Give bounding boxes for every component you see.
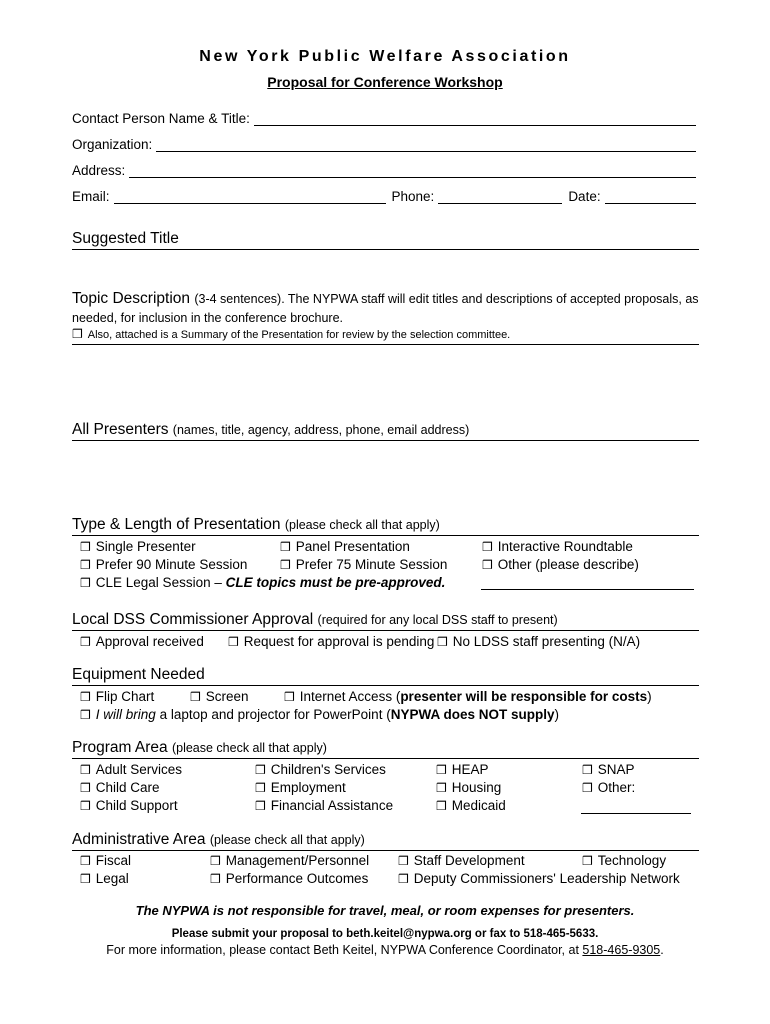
opt-prefer-90[interactable] xyxy=(80,557,247,572)
opt-single-presenter[interactable] xyxy=(80,539,196,554)
address-row xyxy=(72,163,696,178)
opt-employment[interactable] xyxy=(255,780,346,795)
admin-label: Administrative Area xyxy=(72,831,206,848)
internet-end: ) xyxy=(647,689,652,704)
organization-title: New York Public Welfare Association xyxy=(199,48,571,65)
opt-management-personnel[interactable] xyxy=(210,853,369,868)
opt-label: Children's Services xyxy=(270,762,386,777)
opt-childrens-services[interactable] xyxy=(255,762,386,777)
email-phone-date-row xyxy=(72,189,696,204)
date-field[interactable] xyxy=(605,190,696,204)
checkbox[interactable]: ❒ xyxy=(190,690,201,704)
checkbox[interactable]: ❒ xyxy=(80,763,91,777)
opt-financial-assistance[interactable] xyxy=(255,798,393,813)
email-label: Email: xyxy=(72,189,110,204)
checkbox[interactable]: ❒ xyxy=(228,635,239,649)
opt-approval-received[interactable] xyxy=(80,634,204,649)
topic-summary-checkbox[interactable]: ❒ xyxy=(72,327,83,341)
disclaimer: The NYPWA is not responsible for travel, meal, or room expenses for presenters. xyxy=(135,903,635,918)
checkbox[interactable]: ❒ xyxy=(436,799,447,813)
internet-cost-note: presenter will be responsible for costs xyxy=(400,689,648,704)
opt-child-support[interactable] xyxy=(80,798,178,813)
opt-label: Prefer 75 Minute Session xyxy=(295,557,448,572)
opt-flip-chart[interactable] xyxy=(80,689,154,704)
opt-label: Housing xyxy=(451,780,502,795)
opt-label: Prefer 90 Minute Session xyxy=(95,557,248,572)
dss-note: (required for any local DSS staff to present) xyxy=(317,613,558,627)
opt-label: Single Presenter xyxy=(95,539,196,554)
opt-label: No LDSS staff presenting (N/A) xyxy=(452,634,641,649)
opt-adult-services[interactable] xyxy=(80,762,182,777)
opt-heap[interactable] xyxy=(436,762,489,777)
organization-row xyxy=(72,137,696,152)
checkbox[interactable]: ❒ xyxy=(482,558,493,572)
opt-label: HEAP xyxy=(451,762,489,777)
phone-field[interactable] xyxy=(438,190,562,204)
checkbox[interactable]: ❒ xyxy=(80,576,91,590)
opt-approval-pending[interactable] xyxy=(228,634,434,649)
checkbox[interactable]: ❒ xyxy=(80,854,91,868)
opt-label: Flip Chart xyxy=(95,689,155,704)
opt-label: Medicaid xyxy=(451,798,506,813)
checkbox[interactable]: ❒ xyxy=(255,763,266,777)
opt-label: SNAP xyxy=(597,762,635,777)
opt-panel-presentation[interactable] xyxy=(280,539,410,554)
opt-label: CLE Legal Session – xyxy=(95,575,222,590)
opt-label: Staff Development xyxy=(413,853,525,868)
opt-cle-legal[interactable] xyxy=(80,575,445,590)
checkbox[interactable]: ❒ xyxy=(284,690,295,704)
opt-label: Internet Access ( xyxy=(299,689,401,704)
presenters-label: All Presenters xyxy=(72,421,169,438)
checkbox[interactable]: ❒ xyxy=(436,763,447,777)
topic-description-heading xyxy=(72,290,699,308)
program-other-field[interactable] xyxy=(581,798,691,814)
type-length-label: Type & Length of Presentation xyxy=(72,516,281,533)
opt-snap[interactable] xyxy=(582,762,635,777)
contact-info-text: For more information, please contact Beth Keitel, NYPWA Conference Coordinator, at xyxy=(106,943,579,957)
bring-bold: NYPWA does NOT supply xyxy=(390,707,555,722)
other-describe-field[interactable] xyxy=(481,575,694,590)
checkbox[interactable]: ❒ xyxy=(398,872,409,886)
opt-bring-laptop[interactable] xyxy=(80,707,559,722)
checkbox[interactable]: ❒ xyxy=(255,781,266,795)
phone-label: Phone: xyxy=(391,189,435,204)
contact-name-row xyxy=(72,111,696,126)
opt-label: Fiscal xyxy=(95,853,132,868)
checkbox[interactable]: ❒ xyxy=(437,635,448,649)
opt-label: Adult Services xyxy=(95,762,183,777)
admin-area-heading xyxy=(72,831,699,851)
checkbox[interactable]: ❒ xyxy=(582,763,593,777)
topic-summary-label: Also, attached is a Summary of the Presentation for review by the selection committee. xyxy=(87,329,511,341)
opt-label: Request for approval is pending xyxy=(243,634,435,649)
opt-no-ldss[interactable] xyxy=(437,634,640,649)
program-label: Program Area xyxy=(72,739,168,756)
topic-note-line2: needed, for inclusion in the conference brochure. xyxy=(72,311,344,325)
checkbox[interactable]: ❒ xyxy=(482,540,493,554)
checkbox[interactable]: ❒ xyxy=(80,558,91,572)
bring-italic: I will bring xyxy=(95,707,156,722)
contact-name-label: Contact Person Name & Title: xyxy=(72,111,250,126)
dss-approval-heading xyxy=(72,611,699,631)
checkbox[interactable]: ❒ xyxy=(280,558,291,572)
checkbox[interactable]: ❒ xyxy=(398,854,409,868)
program-area-heading xyxy=(72,739,699,759)
checkbox[interactable]: ❒ xyxy=(80,540,91,554)
form-title: Proposal for Conference Workshop xyxy=(267,74,503,90)
presenters-note: (names, title, agency, address, phone, email address) xyxy=(172,423,470,437)
opt-program-other[interactable] xyxy=(582,780,635,795)
organization-label: Organization: xyxy=(72,137,153,152)
opt-prefer-75[interactable] xyxy=(280,557,447,572)
checkbox[interactable]: ❒ xyxy=(80,690,91,704)
opt-label: Deputy Commissioners' Leadership Network xyxy=(413,871,680,886)
checkbox[interactable]: ❒ xyxy=(582,854,593,868)
opt-deputy-commissioners[interactable] xyxy=(398,871,680,886)
opt-fiscal[interactable] xyxy=(80,853,131,868)
presenters-heading xyxy=(72,421,699,441)
date-label: Date: xyxy=(568,189,601,204)
opt-medicaid[interactable] xyxy=(436,798,506,813)
opt-legal[interactable] xyxy=(80,871,129,886)
opt-label: Legal xyxy=(95,871,129,886)
opt-housing[interactable] xyxy=(436,780,501,795)
checkbox[interactable]: ❒ xyxy=(80,708,91,722)
type-length-note: (please check all that apply) xyxy=(284,518,440,532)
checkbox[interactable]: ❒ xyxy=(280,540,291,554)
address-label: Address: xyxy=(72,163,126,178)
suggested-title-label: Suggested Title xyxy=(72,230,179,247)
opt-label: Management/Personnel xyxy=(225,853,370,868)
opt-label: Performance Outcomes xyxy=(225,871,369,886)
opt-label: Employment xyxy=(270,780,346,795)
opt-staff-development[interactable] xyxy=(398,853,525,868)
admin-note: (please check all that apply) xyxy=(209,833,365,847)
checkbox[interactable]: ❒ xyxy=(582,781,593,795)
checkbox[interactable]: ❒ xyxy=(210,854,221,868)
opt-child-care[interactable] xyxy=(80,780,160,795)
equipment-label: Equipment Needed xyxy=(72,666,205,683)
opt-other-describe[interactable] xyxy=(482,557,639,572)
opt-label: Financial Assistance xyxy=(270,798,394,813)
contact-info xyxy=(0,943,770,957)
opt-label: Other (please describe) xyxy=(497,557,639,572)
opt-internet-access[interactable] xyxy=(284,689,652,704)
coordinator-phone-link[interactable]: 518-465-9305 xyxy=(582,943,661,957)
checkbox[interactable]: ❒ xyxy=(436,781,447,795)
bring-rest: a laptop and projector for PowerPoint ( xyxy=(159,707,391,722)
opt-label: Panel Presentation xyxy=(295,539,410,554)
opt-interactive-roundtable[interactable] xyxy=(482,539,633,554)
address-field[interactable] xyxy=(129,164,696,178)
opt-label: Screen xyxy=(205,689,249,704)
opt-technology[interactable] xyxy=(582,853,666,868)
opt-label: Child Care xyxy=(95,780,160,795)
opt-label: Technology xyxy=(597,853,667,868)
suggested-title-heading xyxy=(72,230,699,250)
opt-label: Approval received xyxy=(95,634,204,649)
email-field[interactable] xyxy=(114,190,386,204)
opt-performance-outcomes[interactable] xyxy=(210,871,368,886)
checkbox[interactable]: ❒ xyxy=(80,635,91,649)
contact-name-field[interactable] xyxy=(254,112,696,126)
program-note: (please check all that apply) xyxy=(171,741,327,755)
topic-heading-label: Topic Description xyxy=(72,290,191,307)
checkbox[interactable]: ❒ xyxy=(210,872,221,886)
cle-note: CLE topics must be pre-approved. xyxy=(225,575,446,590)
bring-end: ) xyxy=(554,707,559,722)
organization-field[interactable] xyxy=(156,138,696,152)
contact-info-period: . xyxy=(660,943,664,957)
opt-label: Other: xyxy=(597,780,636,795)
opt-label: Child Support xyxy=(95,798,178,813)
submit-instructions: Please submit your proposal to beth.keitel@nypwa.org or fax to 518-465-5633. xyxy=(171,928,599,940)
opt-label: Interactive Roundtable xyxy=(497,539,633,554)
type-length-heading xyxy=(72,516,699,536)
opt-screen[interactable] xyxy=(190,689,249,704)
checkbox[interactable]: ❒ xyxy=(80,872,91,886)
checkbox[interactable]: ❒ xyxy=(80,799,91,813)
topic-summary-row xyxy=(72,327,699,345)
dss-label: Local DSS Commissioner Approval xyxy=(72,611,314,628)
checkbox[interactable]: ❒ xyxy=(255,799,266,813)
equipment-heading xyxy=(72,666,699,686)
topic-note-line1: (3-4 sentences). The NYPWA staff will edit titles and descriptions of accepted proposals, as xyxy=(194,292,699,306)
checkbox[interactable]: ❒ xyxy=(80,781,91,795)
